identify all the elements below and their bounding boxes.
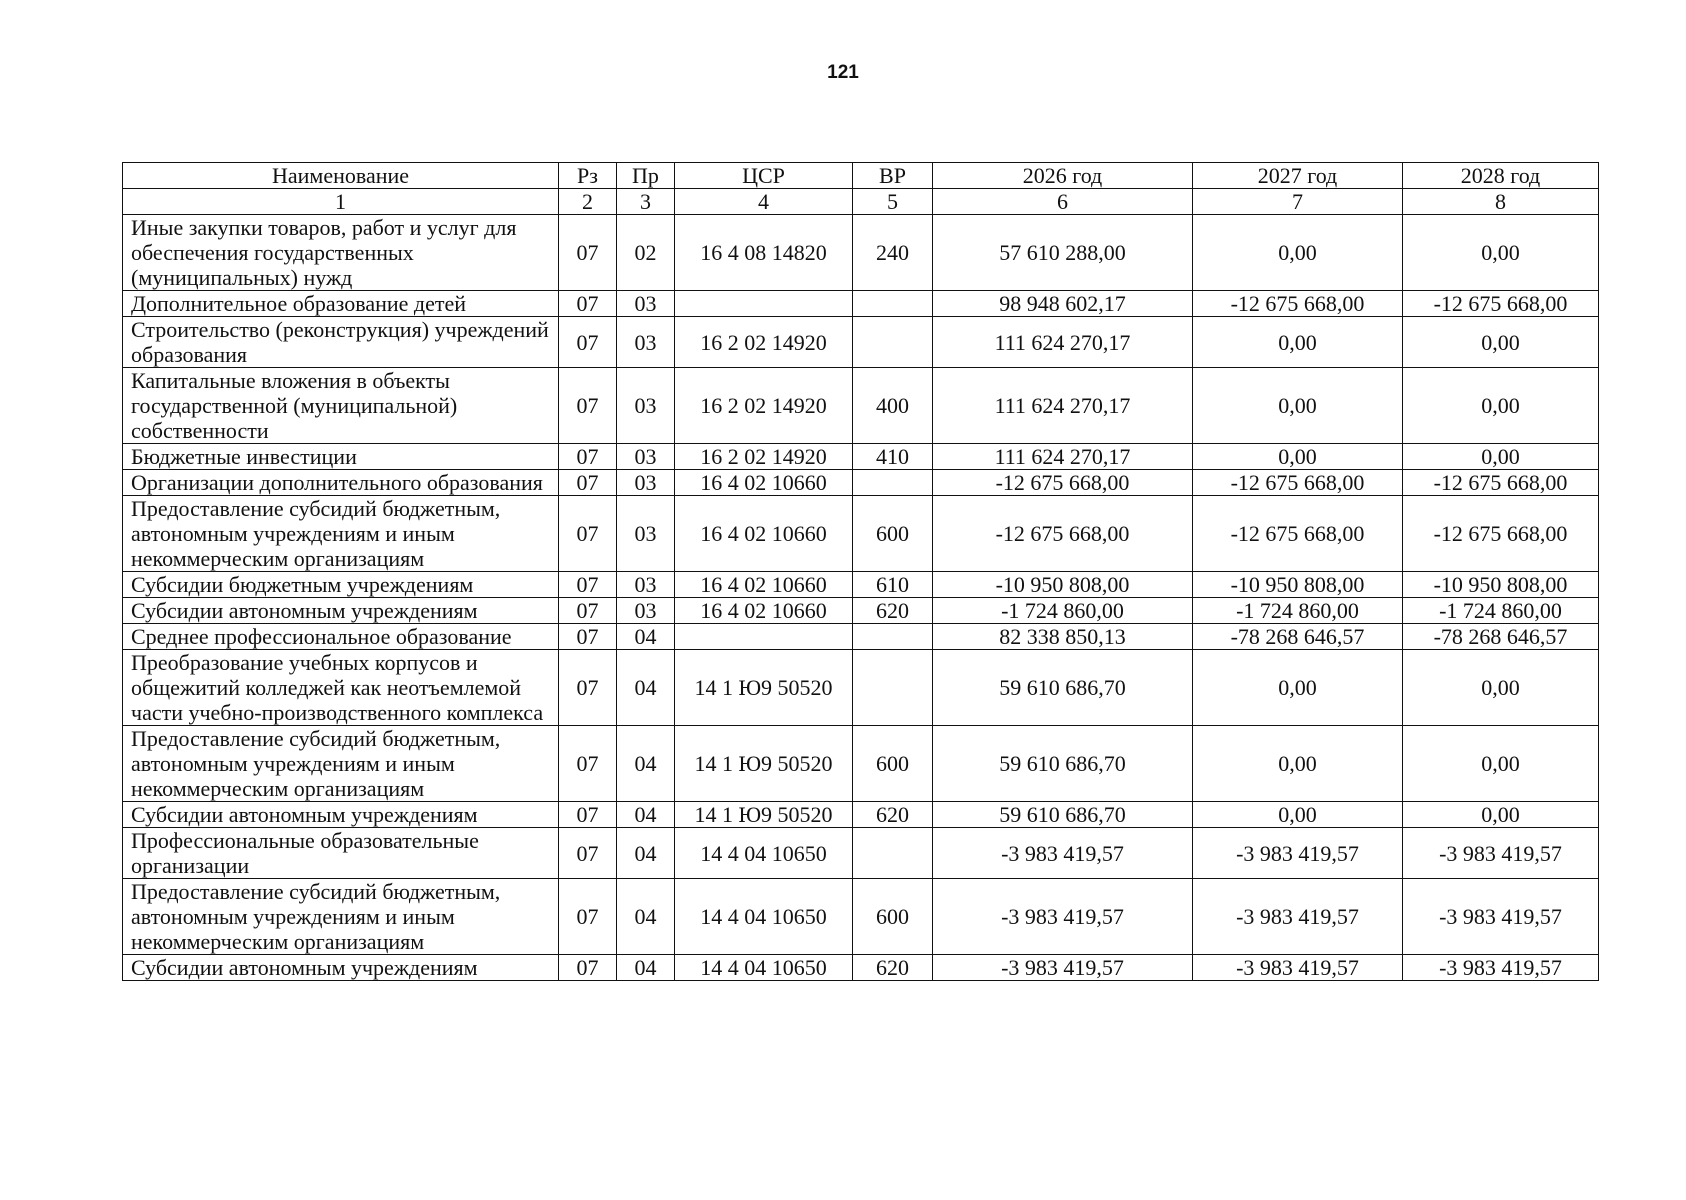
cell-2027: 0,00	[1193, 802, 1403, 828]
table-row	[123, 955, 1599, 981]
cell-name: Субсидии бюджетным учреждениям	[123, 572, 559, 598]
cell-name: Предоставление субсидий бюджетным, автономным учреждениям и иным некоммерческим организациям	[123, 879, 559, 955]
table-row	[123, 572, 1599, 598]
table-row	[123, 215, 1599, 291]
cell-pr: 03	[617, 368, 675, 444]
budget-table	[122, 162, 1599, 981]
cell-2028: 0,00	[1403, 444, 1599, 470]
table-row	[123, 726, 1599, 802]
cell-2028: 0,00	[1403, 317, 1599, 368]
cell-2028: 0,00	[1403, 650, 1599, 726]
table-body	[123, 215, 1599, 981]
cell-2026: 82 338 850,13	[933, 624, 1193, 650]
cell-rz: 07	[559, 828, 617, 879]
table-header	[123, 163, 1599, 215]
table-row	[123, 650, 1599, 726]
cell-name: Бюджетные инвестиции	[123, 444, 559, 470]
cell-pr: 04	[617, 650, 675, 726]
cell-rz: 07	[559, 215, 617, 291]
cell-name: Субсидии автономным учреждениям	[123, 802, 559, 828]
cell-csr: 16 4 02 10660	[675, 572, 853, 598]
cell-rz: 07	[559, 598, 617, 624]
cell-2028: -12 675 668,00	[1403, 470, 1599, 496]
cell-2026: 59 610 686,70	[933, 726, 1193, 802]
cell-vr: 620	[853, 955, 933, 981]
cell-2028: -3 983 419,57	[1403, 955, 1599, 981]
cell-pr: 04	[617, 726, 675, 802]
cell-rz: 07	[559, 470, 617, 496]
cell-name: Предоставление субсидий бюджетным, автономным учреждениям и иным некоммерческим организациям	[123, 726, 559, 802]
cell-csr	[675, 291, 853, 317]
cell-pr: 02	[617, 215, 675, 291]
cell-vr: 400	[853, 368, 933, 444]
cell-name: Строительство (реконструкция) учреждений образования	[123, 317, 559, 368]
cell-csr: 14 4 04 10650	[675, 879, 853, 955]
cell-rz: 07	[559, 726, 617, 802]
cell-csr: 16 2 02 14920	[675, 444, 853, 470]
cell-2027: 0,00	[1193, 317, 1403, 368]
table-row	[123, 802, 1599, 828]
cell-2026: -3 983 419,57	[933, 828, 1193, 879]
table-row	[123, 828, 1599, 879]
header-2028: 2028 год	[1403, 163, 1599, 189]
table-row	[123, 444, 1599, 470]
table-row	[123, 598, 1599, 624]
cell-2027: 0,00	[1193, 650, 1403, 726]
header-2026: 2026 год	[933, 163, 1193, 189]
cell-2026: -12 675 668,00	[933, 496, 1193, 572]
page-number: 121	[827, 62, 859, 83]
cell-rz: 07	[559, 317, 617, 368]
cell-name: Предоставление субсидий бюджетным, автономным учреждениям и иным некоммерческим организациям	[123, 496, 559, 572]
table-row	[123, 368, 1599, 444]
cell-2027: -78 268 646,57	[1193, 624, 1403, 650]
cell-vr	[853, 470, 933, 496]
cell-rz: 07	[559, 572, 617, 598]
cell-csr: 16 4 02 10660	[675, 496, 853, 572]
column-number: 4	[675, 189, 853, 215]
cell-vr	[853, 624, 933, 650]
cell-vr: 600	[853, 879, 933, 955]
cell-2028: 0,00	[1403, 368, 1599, 444]
cell-name: Субсидии автономным учреждениям	[123, 598, 559, 624]
cell-2026: 57 610 288,00	[933, 215, 1193, 291]
header-name: Наименование	[123, 163, 559, 189]
cell-vr: 410	[853, 444, 933, 470]
cell-name: Капитальные вложения в объекты государственной (муниципальной) собственности	[123, 368, 559, 444]
cell-2027: -12 675 668,00	[1193, 291, 1403, 317]
cell-vr	[853, 828, 933, 879]
cell-pr: 04	[617, 955, 675, 981]
cell-2028: -12 675 668,00	[1403, 291, 1599, 317]
cell-2026: 98 948 602,17	[933, 291, 1193, 317]
cell-pr: 03	[617, 291, 675, 317]
cell-pr: 04	[617, 879, 675, 955]
cell-2026: -3 983 419,57	[933, 955, 1193, 981]
cell-2026: 59 610 686,70	[933, 802, 1193, 828]
table-row	[123, 317, 1599, 368]
cell-2026: -10 950 808,00	[933, 572, 1193, 598]
cell-2026: -12 675 668,00	[933, 470, 1193, 496]
cell-2026: 111 624 270,17	[933, 317, 1193, 368]
column-number: 8	[1403, 189, 1599, 215]
cell-2026: 111 624 270,17	[933, 444, 1193, 470]
cell-2026: 59 610 686,70	[933, 650, 1193, 726]
cell-vr	[853, 317, 933, 368]
table-row	[123, 496, 1599, 572]
cell-csr: 14 4 04 10650	[675, 955, 853, 981]
column-number-row	[123, 189, 1599, 215]
cell-rz: 07	[559, 291, 617, 317]
cell-csr: 16 2 02 14920	[675, 317, 853, 368]
cell-2027: -12 675 668,00	[1193, 496, 1403, 572]
cell-pr: 03	[617, 470, 675, 496]
header-pr: Пр	[617, 163, 675, 189]
cell-rz: 07	[559, 624, 617, 650]
table-row	[123, 879, 1599, 955]
cell-name: Иные закупки товаров, работ и услуг для обеспечения государственных (муниципальных) нужд	[123, 215, 559, 291]
cell-2027: -12 675 668,00	[1193, 470, 1403, 496]
header-2027: 2027 год	[1193, 163, 1403, 189]
cell-csr	[675, 624, 853, 650]
cell-vr: 610	[853, 572, 933, 598]
cell-2028: -12 675 668,00	[1403, 496, 1599, 572]
cell-2028: -1 724 860,00	[1403, 598, 1599, 624]
cell-2028: -10 950 808,00	[1403, 572, 1599, 598]
cell-2026: -3 983 419,57	[933, 879, 1193, 955]
cell-csr: 14 1 Ю9 50520	[675, 650, 853, 726]
cell-2028: -3 983 419,57	[1403, 828, 1599, 879]
header-csr: ЦСР	[675, 163, 853, 189]
cell-name: Преобразование учебных корпусов и общежитий колледжей как неотъемлемой части учебно-производственного комплекса	[123, 650, 559, 726]
cell-csr: 16 4 08 14820	[675, 215, 853, 291]
cell-pr: 04	[617, 802, 675, 828]
cell-pr: 03	[617, 572, 675, 598]
cell-csr: 16 4 02 10660	[675, 598, 853, 624]
column-number: 1	[123, 189, 559, 215]
cell-rz: 07	[559, 496, 617, 572]
cell-2027: 0,00	[1193, 368, 1403, 444]
column-number: 5	[853, 189, 933, 215]
cell-2028: -3 983 419,57	[1403, 879, 1599, 955]
cell-2027: 0,00	[1193, 726, 1403, 802]
header-vr: ВР	[853, 163, 933, 189]
cell-name: Профессиональные образовательные организации	[123, 828, 559, 879]
cell-2027: -3 983 419,57	[1193, 828, 1403, 879]
cell-pr: 04	[617, 624, 675, 650]
cell-2028: -78 268 646,57	[1403, 624, 1599, 650]
cell-name: Дополнительное образование детей	[123, 291, 559, 317]
cell-csr: 14 1 Ю9 50520	[675, 726, 853, 802]
cell-pr: 03	[617, 317, 675, 368]
cell-pr: 03	[617, 444, 675, 470]
column-number: 2	[559, 189, 617, 215]
table-row	[123, 470, 1599, 496]
cell-2028: 0,00	[1403, 215, 1599, 291]
column-number: 6	[933, 189, 1193, 215]
cell-2027: 0,00	[1193, 444, 1403, 470]
table-row	[123, 624, 1599, 650]
cell-2027: -3 983 419,57	[1193, 955, 1403, 981]
cell-2026: -1 724 860,00	[933, 598, 1193, 624]
cell-name: Среднее профессиональное образование	[123, 624, 559, 650]
cell-vr: 600	[853, 496, 933, 572]
cell-vr	[853, 650, 933, 726]
cell-2028: 0,00	[1403, 726, 1599, 802]
cell-csr: 14 4 04 10650	[675, 828, 853, 879]
table-row	[123, 291, 1599, 317]
column-number: 3	[617, 189, 675, 215]
cell-vr	[853, 291, 933, 317]
cell-vr: 600	[853, 726, 933, 802]
cell-pr: 03	[617, 598, 675, 624]
cell-csr: 16 2 02 14920	[675, 368, 853, 444]
cell-csr: 16 4 02 10660	[675, 470, 853, 496]
cell-rz: 07	[559, 444, 617, 470]
cell-rz: 07	[559, 368, 617, 444]
cell-rz: 07	[559, 955, 617, 981]
cell-pr: 04	[617, 828, 675, 879]
cell-name: Субсидии автономным учреждениям	[123, 955, 559, 981]
cell-pr: 03	[617, 496, 675, 572]
cell-csr: 14 1 Ю9 50520	[675, 802, 853, 828]
cell-rz: 07	[559, 879, 617, 955]
cell-2027: -10 950 808,00	[1193, 572, 1403, 598]
cell-name: Организации дополнительного образования	[123, 470, 559, 496]
cell-2026: 111 624 270,17	[933, 368, 1193, 444]
cell-vr: 620	[853, 802, 933, 828]
cell-2028: 0,00	[1403, 802, 1599, 828]
cell-vr: 240	[853, 215, 933, 291]
cell-rz: 07	[559, 802, 617, 828]
column-number: 7	[1193, 189, 1403, 215]
cell-2027: -1 724 860,00	[1193, 598, 1403, 624]
cell-rz: 07	[559, 650, 617, 726]
cell-2027: 0,00	[1193, 215, 1403, 291]
header-row	[123, 163, 1599, 189]
header-rz: Рз	[559, 163, 617, 189]
cell-vr: 620	[853, 598, 933, 624]
cell-2027: -3 983 419,57	[1193, 879, 1403, 955]
